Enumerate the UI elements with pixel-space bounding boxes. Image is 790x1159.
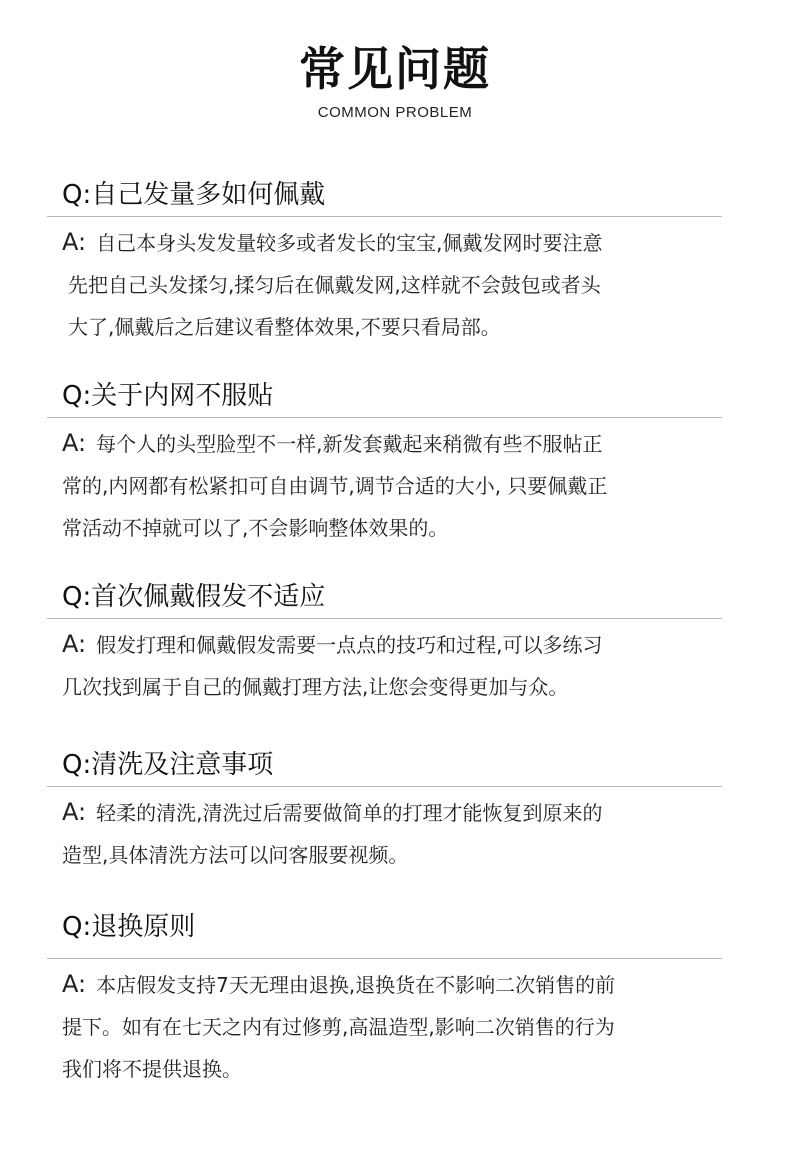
faq-answer-line [62,221,722,264]
faq-item [47,178,722,348]
faq-item [47,910,722,1090]
faq-answer-line: 先把自己头发揉匀,揉匀后在佩戴发网,这样就不会鼓包或者头 [68,273,601,297]
faq-question: Q:首次佩戴假发不适应 [62,582,326,612]
faq-answer-line [62,963,722,1006]
faq-answer-text: 自己本身头发发量较多或者发长的宝宝,佩戴发网时要注意 [96,231,603,255]
faq-answer [47,623,722,708]
faq-answer-line [62,623,722,666]
faq-answer-line: 几次找到属于自己的佩戴打理方法,让您会变得更加与众。 [62,675,569,699]
faq-divider [47,216,722,217]
answer-prefix: A: [62,630,87,658]
answer-prefix: A: [62,798,87,826]
faq-answer-text: 每个人的头型脸型不一样,新发套戴起来稍微有些不服帖正 [96,432,603,456]
faq-divider [47,618,722,619]
answer-prefix: A: [62,228,87,256]
page-header [0,40,790,121]
faq-item [47,379,722,549]
faq-answer [47,963,722,1090]
faq-question: Q:退换原则 [62,912,196,942]
faq-answer-line [62,791,722,834]
faq-answer-line: 常活动不掉就可以了,不会影响整体效果的。 [62,516,449,540]
faq-divider [47,417,722,418]
faq-answer-text: 本店假发支持7天无理由退换,退换货在不影响二次销售的前 [96,973,616,997]
faq-answer-line: 提下。如有在七天之内有过修剪,高温造型,影响二次销售的行为 [62,1015,615,1039]
faq-divider [47,958,722,959]
faq-answer-text: 假发打理和佩戴假发需要一点点的技巧和过程,可以多练习 [96,633,603,657]
faq-answer [47,422,722,549]
answer-prefix: A: [62,429,87,457]
faq-answer-line: 我们将不提供退换。 [62,1057,242,1081]
answer-prefix: A: [62,970,87,998]
faq-answer-line [62,422,722,465]
faq-question: Q:关于内网不服贴 [62,381,274,411]
faq-divider [47,786,722,787]
faq-answer-text: 轻柔的清洗,清洗过后需要做简单的打理才能恢复到原来的 [96,801,603,825]
faq-answer-line: 常的,内网都有松紧扣可自由调节,调节合适的大小, 只要佩戴正 [62,474,608,498]
faq-question: Q:自己发量多如何佩戴 [62,180,326,210]
faq-question: Q:清洗及注意事项 [62,750,274,780]
faq-item [47,580,722,708]
faq-answer [47,221,722,348]
faq-item [47,748,722,876]
page-subtitle: COMMON PROBLEM [317,104,473,121]
faq-answer-line: 造型,具体清洗方法可以问客服要视频。 [62,843,409,867]
faq-answer [47,791,722,876]
faq-answer-line: 大了,佩戴后之后建议看整体效果,不要只看局部。 [68,315,501,339]
page-title: 常见问题 [299,42,491,96]
